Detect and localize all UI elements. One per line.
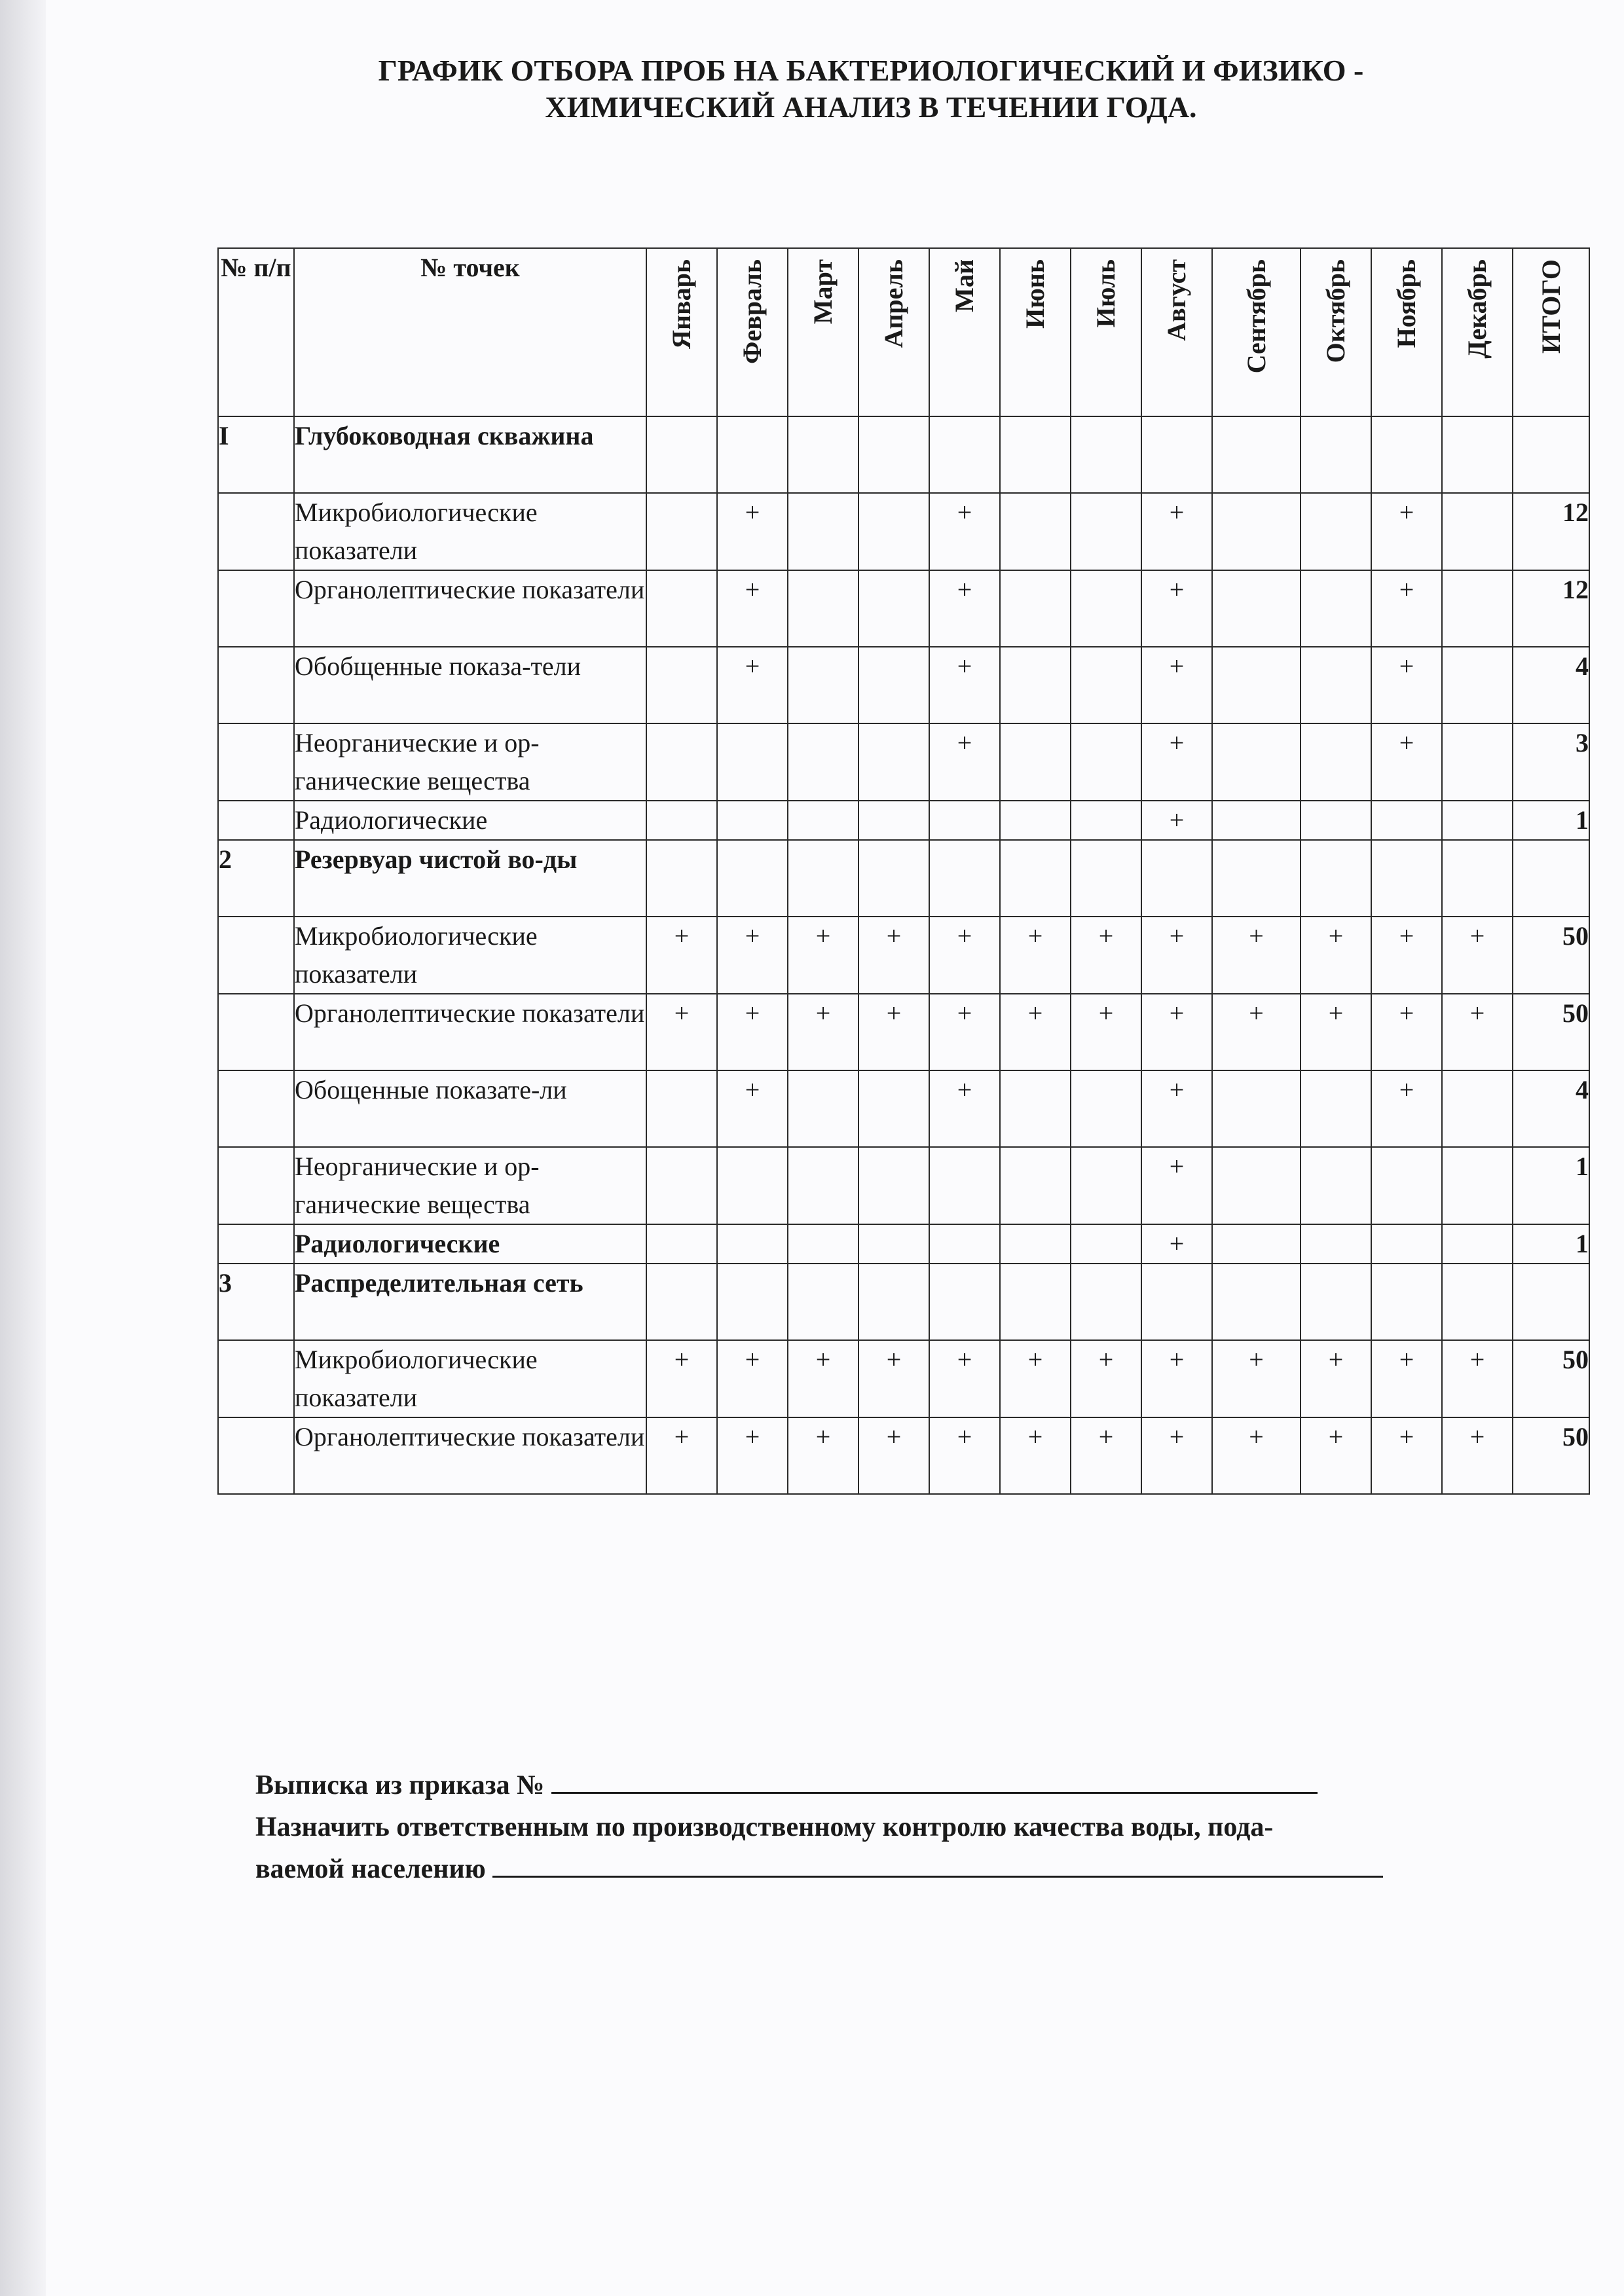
month-mark-cell: + [1212, 1417, 1301, 1494]
sampling-schedule-table [217, 247, 1590, 1495]
row-number: 3 [218, 1264, 294, 1340]
month-mark-cell [646, 1224, 717, 1264]
month-mark-cell [1000, 1264, 1071, 1340]
month-mark-cell [788, 723, 858, 801]
row-number [218, 917, 294, 994]
month-mark-cell: + [1212, 917, 1301, 994]
month-mark-cell [1000, 1224, 1071, 1264]
footer-line-2: Назначить ответственным по производственному контролю качества воды, пода- [255, 1812, 1274, 1842]
month-mark-cell [1212, 801, 1301, 840]
month-mark-cell: + [1141, 493, 1212, 570]
month-mark-cell: + [1141, 723, 1212, 801]
table-body [218, 416, 1589, 1494]
month-mark-cell [646, 1264, 717, 1340]
month-mark-cell [1301, 647, 1371, 723]
header-month [1371, 248, 1442, 416]
page-edge-shadow [0, 0, 46, 2296]
row-total: 4 [1513, 647, 1589, 723]
table-row [218, 1264, 1589, 1340]
month-mark-cell [1301, 1070, 1371, 1147]
header-month [1141, 248, 1212, 416]
month-mark-cell [858, 801, 929, 840]
month-mark-cell: + [717, 1070, 788, 1147]
month-mark-cell [717, 1147, 788, 1224]
table-row [218, 493, 1589, 570]
month-mark-cell: + [929, 493, 1000, 570]
month-mark-cell [1212, 570, 1301, 647]
month-mark-cell: + [1141, 1070, 1212, 1147]
month-mark-cell [1442, 416, 1513, 493]
month-mark-cell [788, 1224, 858, 1264]
month-mark-cell [788, 1264, 858, 1340]
row-total: 3 [1513, 723, 1589, 801]
month-mark-cell: + [717, 1417, 788, 1494]
month-mark-cell: + [1141, 801, 1212, 840]
month-mark-cell: + [1000, 1417, 1071, 1494]
row-number [218, 1147, 294, 1224]
month-mark-cell: + [1371, 493, 1442, 570]
point-name: Радиологические [294, 1224, 646, 1264]
month-mark-cell [858, 840, 929, 917]
month-mark-cell [1000, 570, 1071, 647]
total-label: ИТОГО [1536, 259, 1566, 354]
month-mark-cell [1000, 840, 1071, 917]
month-mark-cell [1371, 1264, 1442, 1340]
header-month [1212, 248, 1301, 416]
month-mark-cell: + [858, 994, 929, 1070]
row-total: 4 [1513, 1070, 1589, 1147]
month-mark-cell [1442, 840, 1513, 917]
month-mark-cell: + [717, 570, 788, 647]
month-mark-cell: + [1301, 1417, 1371, 1494]
table-row [218, 1147, 1589, 1224]
month-mark-cell [1442, 647, 1513, 723]
table-row [218, 416, 1589, 493]
month-mark-cell: + [1371, 1340, 1442, 1417]
month-mark-cell [1071, 840, 1141, 917]
header-month [929, 248, 1000, 416]
point-name: Органолептические показатели [294, 570, 646, 647]
month-mark-cell [1212, 840, 1301, 917]
page-title [314, 52, 1428, 126]
order-number-blank [551, 1764, 1318, 1794]
month-mark-cell [858, 493, 929, 570]
month-mark-cell [929, 1224, 1000, 1264]
month-mark-cell [1071, 1147, 1141, 1224]
point-name: Микробиологические показатели [294, 1340, 646, 1417]
month-mark-cell: + [1141, 1340, 1212, 1417]
month-mark-cell: + [1301, 1340, 1371, 1417]
month-mark-cell [1071, 570, 1141, 647]
month-mark-cell [717, 1264, 788, 1340]
month-mark-cell [788, 647, 858, 723]
month-mark-cell [1212, 647, 1301, 723]
month-mark-cell: + [1071, 917, 1141, 994]
month-mark-cell [1212, 416, 1301, 493]
month-mark-cell [1442, 1070, 1513, 1147]
title-line-2: ХИМИЧЕСКИЙ АНАЛИЗ В ТЕЧЕНИИ ГОДА. [545, 90, 1197, 124]
table-row [218, 1224, 1589, 1264]
month-mark-cell [858, 1070, 929, 1147]
month-mark-cell [1301, 801, 1371, 840]
month-mark-cell [646, 416, 717, 493]
month-mark-cell [1000, 416, 1071, 493]
month-mark-cell [1141, 1264, 1212, 1340]
table-row [218, 1340, 1589, 1417]
month-mark-cell: + [646, 917, 717, 994]
header-month [717, 248, 788, 416]
month-mark-cell [1301, 723, 1371, 801]
row-number [218, 801, 294, 840]
month-mark-cell: + [788, 1417, 858, 1494]
table-row [218, 917, 1589, 994]
row-total: 1 [1513, 1224, 1589, 1264]
month-mark-cell [717, 801, 788, 840]
month-label: Май [950, 259, 979, 312]
month-mark-cell [1371, 416, 1442, 493]
point-name: Радиологические [294, 801, 646, 840]
month-mark-cell [717, 416, 788, 493]
month-label: Январь [667, 259, 696, 349]
month-mark-cell: + [717, 917, 788, 994]
point-name: Обобщенные показа-тели [294, 647, 646, 723]
month-mark-cell: + [717, 493, 788, 570]
month-mark-cell [1212, 1224, 1301, 1264]
month-mark-cell: + [1371, 994, 1442, 1070]
header-month [646, 248, 717, 416]
month-mark-cell: + [717, 1340, 788, 1417]
month-mark-cell [1301, 1264, 1371, 1340]
header-month [1301, 248, 1371, 416]
month-mark-cell [717, 723, 788, 801]
footer-line-1 [255, 1764, 1500, 1806]
month-mark-cell [1301, 840, 1371, 917]
month-mark-cell [1442, 1224, 1513, 1264]
month-mark-cell: + [858, 917, 929, 994]
month-mark-cell: + [1371, 1417, 1442, 1494]
month-mark-cell [788, 840, 858, 917]
month-mark-cell: + [1141, 1147, 1212, 1224]
month-mark-cell [788, 416, 858, 493]
month-mark-cell: + [1141, 1417, 1212, 1494]
row-total: 50 [1513, 917, 1589, 994]
point-name: Глубоководная скважина [294, 416, 646, 493]
month-mark-cell [646, 647, 717, 723]
month-mark-cell [1442, 493, 1513, 570]
point-name: Распределительная сеть [294, 1264, 646, 1340]
month-mark-cell [788, 801, 858, 840]
month-mark-cell [1141, 416, 1212, 493]
month-mark-cell: + [1371, 647, 1442, 723]
month-mark-cell: + [1000, 917, 1071, 994]
month-mark-cell [858, 416, 929, 493]
month-mark-cell: + [1301, 994, 1371, 1070]
month-mark-cell [788, 570, 858, 647]
month-mark-cell [1071, 1224, 1141, 1264]
month-mark-cell: + [1371, 917, 1442, 994]
month-mark-cell [1442, 801, 1513, 840]
footer-line-3 [255, 1848, 1500, 1890]
month-mark-cell [1071, 647, 1141, 723]
month-mark-cell [1442, 570, 1513, 647]
table-row [218, 723, 1589, 801]
month-mark-cell: + [929, 1070, 1000, 1147]
header-month [1071, 248, 1141, 416]
month-mark-cell [858, 1147, 929, 1224]
row-number: I [218, 416, 294, 493]
month-mark-cell [1212, 1147, 1301, 1224]
month-mark-cell [646, 493, 717, 570]
row-number [218, 1224, 294, 1264]
point-name: Микробиологические показатели [294, 493, 646, 570]
month-mark-cell [858, 647, 929, 723]
month-mark-cell [1071, 1264, 1141, 1340]
month-mark-cell: + [646, 994, 717, 1070]
month-mark-cell [717, 1224, 788, 1264]
month-mark-cell: + [788, 994, 858, 1070]
month-mark-cell [1071, 416, 1141, 493]
month-label: Февраль [737, 259, 767, 364]
month-mark-cell [1000, 1147, 1071, 1224]
month-mark-cell: + [1071, 994, 1141, 1070]
month-mark-cell [1141, 840, 1212, 917]
point-name: Резервуар чистой во-ды [294, 840, 646, 917]
month-mark-cell [1442, 1264, 1513, 1340]
order-footer [255, 1764, 1500, 1890]
table-header-row [218, 248, 1589, 416]
month-mark-cell [646, 723, 717, 801]
row-number [218, 647, 294, 723]
row-number [218, 723, 294, 801]
month-mark-cell: + [1071, 1340, 1141, 1417]
month-mark-cell: + [717, 994, 788, 1070]
month-mark-cell: + [929, 570, 1000, 647]
row-total: 12 [1513, 570, 1589, 647]
row-number [218, 1340, 294, 1417]
month-mark-cell [1212, 723, 1301, 801]
month-mark-cell [1000, 493, 1071, 570]
header-month [788, 248, 858, 416]
month-mark-cell: + [646, 1417, 717, 1494]
month-mark-cell [929, 416, 1000, 493]
month-mark-cell: + [1371, 570, 1442, 647]
month-mark-cell: + [1141, 570, 1212, 647]
month-mark-cell: + [1000, 1340, 1071, 1417]
point-name: Неорганические и ор-ганические вещества [294, 723, 646, 801]
table-row [218, 994, 1589, 1070]
month-mark-cell [1212, 1264, 1301, 1340]
row-total: 1 [1513, 801, 1589, 840]
month-mark-cell [1000, 801, 1071, 840]
month-mark-cell: + [1301, 917, 1371, 994]
month-mark-cell: + [929, 723, 1000, 801]
row-total [1513, 416, 1589, 493]
table-row [218, 647, 1589, 723]
month-label: Март [808, 259, 838, 325]
point-name: Органолептические показатели [294, 1417, 646, 1494]
month-label: Декабрь [1462, 259, 1492, 359]
month-mark-cell [788, 493, 858, 570]
month-mark-cell: + [1371, 1070, 1442, 1147]
month-mark-cell [1071, 493, 1141, 570]
month-mark-cell [1000, 647, 1071, 723]
month-mark-cell [1301, 1147, 1371, 1224]
month-label: Апрель [879, 259, 908, 348]
row-total: 50 [1513, 1340, 1589, 1417]
table-row [218, 570, 1589, 647]
row-total: 12 [1513, 493, 1589, 570]
month-mark-cell [1301, 570, 1371, 647]
table-row [218, 1070, 1589, 1147]
month-mark-cell: + [1442, 1417, 1513, 1494]
table-row [218, 801, 1589, 840]
month-mark-cell: + [1000, 994, 1071, 1070]
month-mark-cell: + [929, 917, 1000, 994]
month-mark-cell [646, 570, 717, 647]
month-label: Сентябрь [1241, 259, 1271, 374]
month-mark-cell: + [717, 647, 788, 723]
row-number [218, 493, 294, 570]
month-mark-cell [929, 801, 1000, 840]
month-mark-cell [929, 1264, 1000, 1340]
row-number [218, 570, 294, 647]
header-points: № точек [294, 248, 646, 416]
row-total: 50 [1513, 1417, 1589, 1494]
month-mark-cell [1371, 1147, 1442, 1224]
month-mark-cell: + [929, 1340, 1000, 1417]
month-mark-cell: + [929, 994, 1000, 1070]
row-total [1513, 1264, 1589, 1340]
month-mark-cell [1301, 493, 1371, 570]
point-name: Обощенные показате-ли [294, 1070, 646, 1147]
month-label: Ноябрь [1392, 259, 1421, 348]
month-mark-cell [1000, 723, 1071, 801]
month-mark-cell: + [1371, 723, 1442, 801]
month-label: Октябрь [1321, 259, 1350, 363]
month-mark-cell: + [1212, 1340, 1301, 1417]
row-total: 50 [1513, 994, 1589, 1070]
row-number [218, 1070, 294, 1147]
month-mark-cell: + [858, 1417, 929, 1494]
month-mark-cell [1071, 723, 1141, 801]
row-number [218, 994, 294, 1070]
month-label: Июнь [1020, 259, 1050, 329]
month-mark-cell [929, 1147, 1000, 1224]
month-mark-cell [1301, 1224, 1371, 1264]
month-mark-cell [646, 1070, 717, 1147]
month-mark-cell [1000, 1070, 1071, 1147]
month-mark-cell: + [1141, 1224, 1212, 1264]
month-mark-cell [1442, 1147, 1513, 1224]
month-mark-cell: + [858, 1340, 929, 1417]
month-mark-cell [1212, 493, 1301, 570]
month-mark-cell [788, 1070, 858, 1147]
month-mark-cell [1071, 1070, 1141, 1147]
header-month [858, 248, 929, 416]
assign-responsible-label: ваемой населению [255, 1854, 486, 1884]
month-mark-cell: + [788, 917, 858, 994]
month-label: Июль [1091, 259, 1120, 328]
month-mark-cell [858, 723, 929, 801]
table-row [218, 1417, 1589, 1494]
order-extract-label: Выписка из приказа № [255, 1770, 545, 1800]
point-name: Органолептические показатели [294, 994, 646, 1070]
month-mark-cell: + [1141, 647, 1212, 723]
row-number [218, 1417, 294, 1494]
header-num: № п/п [218, 248, 294, 416]
month-mark-cell: + [1071, 1417, 1141, 1494]
row-total [1513, 840, 1589, 917]
point-name: Неорганические и ор-ганические вещества [294, 1147, 646, 1224]
header-total [1513, 248, 1589, 416]
month-mark-cell [646, 840, 717, 917]
month-mark-cell [717, 840, 788, 917]
month-mark-cell [1212, 1070, 1301, 1147]
month-mark-cell [646, 801, 717, 840]
month-mark-cell [1371, 840, 1442, 917]
month-mark-cell [1442, 723, 1513, 801]
month-mark-cell [929, 840, 1000, 917]
month-mark-cell [1071, 801, 1141, 840]
month-label: Август [1162, 259, 1191, 341]
month-mark-cell [788, 1147, 858, 1224]
month-mark-cell [1371, 1224, 1442, 1264]
month-mark-cell [1301, 416, 1371, 493]
month-mark-cell: + [646, 1340, 717, 1417]
point-name: Микробиологические показатели [294, 917, 646, 994]
header-month [1000, 248, 1071, 416]
month-mark-cell: + [1442, 994, 1513, 1070]
month-mark-cell [1371, 801, 1442, 840]
month-mark-cell [858, 1264, 929, 1340]
month-mark-cell: + [1212, 994, 1301, 1070]
row-number: 2 [218, 840, 294, 917]
month-mark-cell: + [788, 1340, 858, 1417]
title-line-1: ГРАФИК ОТБОРА ПРОБ НА БАКТЕРИОЛОГИЧЕСКИЙ И ФИЗИКО - [378, 54, 1364, 87]
month-mark-cell: + [1442, 1340, 1513, 1417]
month-mark-cell [646, 1147, 717, 1224]
month-mark-cell: + [1442, 917, 1513, 994]
table-row [218, 840, 1589, 917]
responsible-person-blank [492, 1848, 1383, 1878]
month-mark-cell [858, 1224, 929, 1264]
month-mark-cell: + [929, 647, 1000, 723]
month-mark-cell: + [929, 1417, 1000, 1494]
row-total: 1 [1513, 1147, 1589, 1224]
month-mark-cell: + [1141, 994, 1212, 1070]
month-mark-cell: + [1141, 917, 1212, 994]
header-month [1442, 248, 1513, 416]
month-mark-cell [858, 570, 929, 647]
